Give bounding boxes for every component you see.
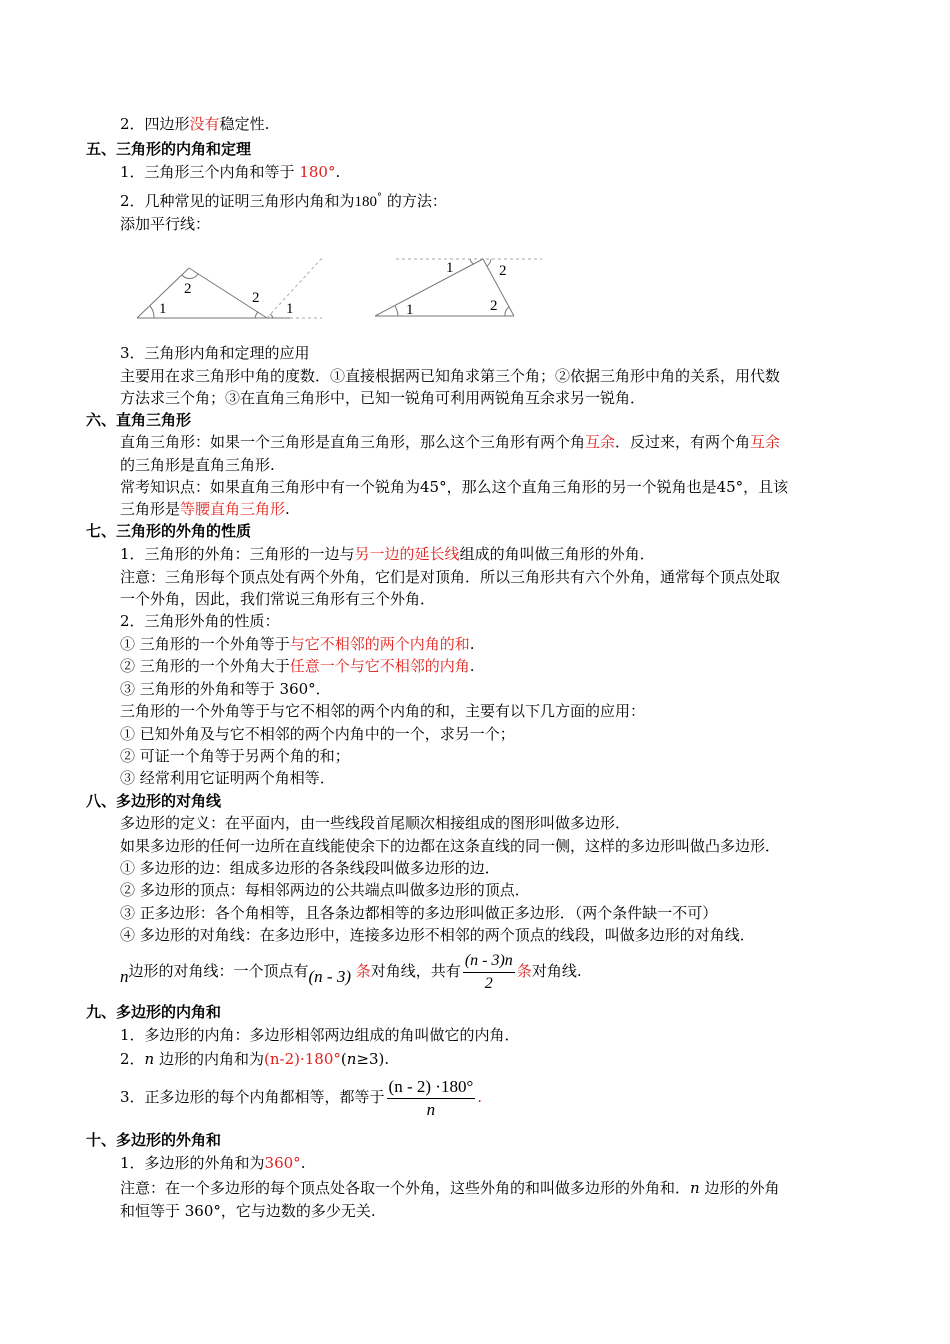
text-line: 三角形的一个外角等于与它不相邻的两个内角的和，主要有以下几方面的应用： xyxy=(120,702,646,720)
text-line: 2．四边形没有稳定性. xyxy=(120,115,270,133)
text-line: 方法求三个角；③在直角三角形中，已知一锐角可利用两锐角互余求另一锐角． xyxy=(120,389,646,407)
text-line: ① 三角形的一个外角等于与它不相邻的两个内角的和. xyxy=(120,635,475,653)
text-line: ③ 三角形的外角和等于 360°． xyxy=(120,680,331,698)
angle-label: 2 xyxy=(252,290,260,306)
angle-label: 2 xyxy=(184,281,192,297)
fraction-interior-angle: $\frac{(n - 2) \cdot 180^\circ}{n}$ xyxy=(388,1076,474,1119)
section-heading-7: 七、三角形的外角的性质 xyxy=(86,522,252,540)
text-line: ④ 多边形的对角线：在多边形中，连接多边形不相邻的两个顶点的线段，叫做多边形的对角线． xyxy=(120,926,755,944)
angle-label: 2 xyxy=(490,298,498,314)
text-line: ① 已知外角及与它不相邻的两个内角中的一个，求另一个； xyxy=(120,725,515,743)
angle-label: 2 xyxy=(499,263,507,279)
text-line: ① 多边形的边：组成多边形的各条线段叫做多边形的边． xyxy=(120,859,500,877)
fraction-diagonals: $\frac{(n - 3)n}{2}$ xyxy=(464,951,513,992)
text-line: 常考知识点：如果直角三角形中有一个锐角为45°，那么这个直角三角形的另一个锐角也是45°，且该 xyxy=(120,478,789,496)
section-heading-9: 九、多边形的内角和 xyxy=(86,1003,222,1021)
text-line: 1．多边形的内角：多边形相邻两边组成的角叫做它的内角． xyxy=(120,1026,520,1044)
text-line: ② 多边形的顶点：每相邻两边的公共端点叫做多边形的顶点． xyxy=(120,881,530,899)
angle-label: 1 xyxy=(159,301,167,317)
section-heading-5: 五、三角形的内角和定理 xyxy=(86,140,252,158)
text-line: 直角三角形：如果一个三角形是直角三角形，那么这个三角形有两个角互余．反过来，有两个角互余 xyxy=(120,433,781,451)
text-line: 如果多边形的任何一边所在直线能使余下的边都在这条直线的同一侧，这样的多边形叫做凸多边形． xyxy=(120,837,781,855)
text-line: 1．三角形的外角：三角形的一边与另一边的延长线组成的角叫做三角形的外角． xyxy=(120,545,655,563)
text-line: 3．三角形内角和定理的应用 xyxy=(120,344,310,362)
text-line: ③ 正多边形：各个角相等，且各条边都相等的多边形叫做正多边形．（两个条件缺一不可） xyxy=(120,904,718,922)
text-line: ③ 经常利用它证明两个角相等． xyxy=(120,769,335,787)
text-line: 注意：三角形每个顶点处有两个外角，它们是对顶角．所以三角形共有六个外角，通常每个顶点处取 xyxy=(120,568,781,586)
text-line: ② 三角形的一个外角大于任意一个与它不相邻的内角. xyxy=(120,657,475,675)
section-heading-8: 八、多边形的对角线 xyxy=(86,792,222,810)
text-line: 的三角形是直角三角形. xyxy=(120,456,275,474)
section-heading-6: 六、直角三角形 xyxy=(86,411,192,429)
figure-parallel-line-right xyxy=(370,250,546,322)
text-line: 1．三角形三个内角和等于 180°. xyxy=(120,163,341,181)
text-line: 多边形的定义：在平面内，由一些线段首尾顺次相接组成的图形叫做多边形． xyxy=(120,814,631,832)
text-line: 注意：在一个多边形的每个顶点处各取一个外角，这些外角的和叫做多边形的外角和．n 边形的外角 xyxy=(120,1179,780,1197)
text-line: ② 可证一个角等于另两个角的和； xyxy=(120,747,350,765)
text-line: 三角形是等腰直角三角形. xyxy=(120,500,290,518)
angle-label: 1 xyxy=(446,260,454,276)
section-heading-10: 十、多边形的外角和 xyxy=(86,1131,222,1149)
text-line: 2．n 边形的内角和为(n-2)·180°(n≥3). xyxy=(120,1050,390,1068)
text-line: 添加平行线： xyxy=(120,215,211,233)
text-line: 2．几种常见的证明三角形内角和为180° 的方法： xyxy=(120,192,447,210)
formula-line-diagonals: n边形的对角线：一个顶点有(n - 3) 条对角线，共有 $\frac{(n - 3)n}{2}$ 条对角线. xyxy=(120,951,582,992)
text-line: 一个外角，因此，我们常说三角形有三个外角． xyxy=(120,590,436,608)
text-line: 主要用在求三角形中角的度数．①直接根据两已知角求第三个角；②依据三角形中角的关系，用代数 xyxy=(120,367,781,385)
text-line: 2．三角形外角的性质： xyxy=(120,612,280,630)
figure-parallel-line-left xyxy=(132,248,332,324)
text-line: 1．多边形的外角和为360°. xyxy=(120,1154,306,1172)
text-line: 和恒等于 360°，它与边数的多少无关. xyxy=(120,1202,376,1220)
angle-label: 1 xyxy=(286,301,294,317)
angle-label: 1 xyxy=(406,302,414,318)
formula-line-interior: 3．正多边形的每个内角都相等，都等于 $\frac{(n - 2) \cdot 180^\circ}{n}$ . xyxy=(120,1076,483,1119)
